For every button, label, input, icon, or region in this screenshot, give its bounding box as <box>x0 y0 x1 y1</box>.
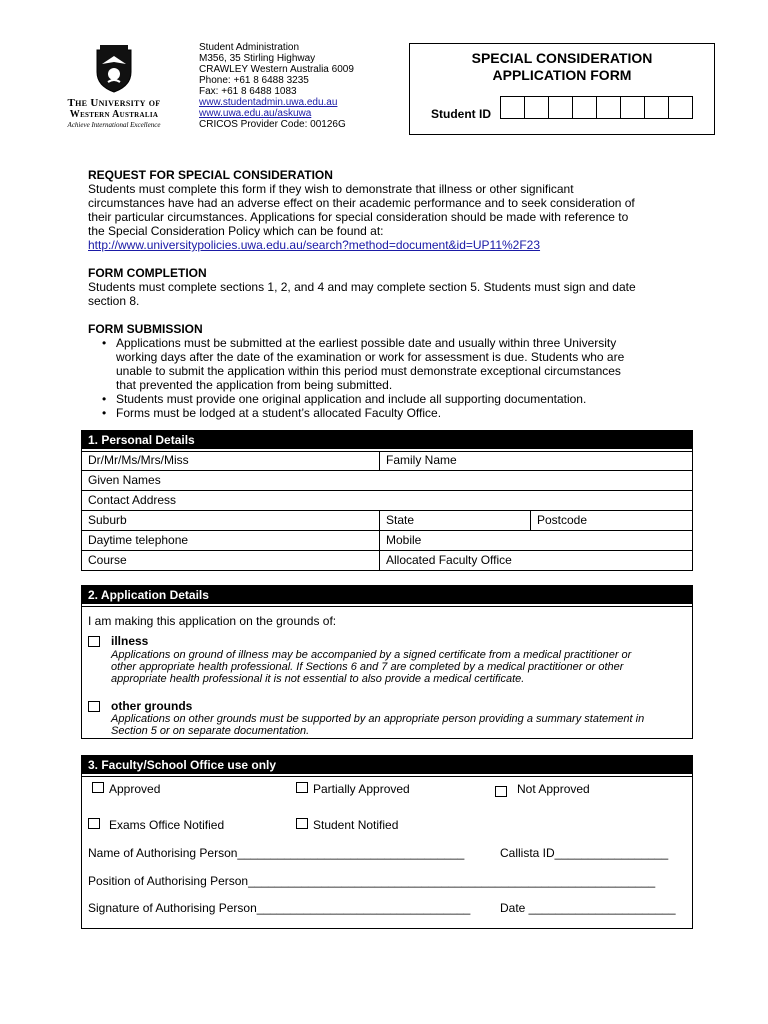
student-id-digit-box[interactable] <box>668 96 693 119</box>
request-text-line: circumstances have had an adverse effect on their academic performance and to seek consideration of <box>88 196 635 210</box>
callista-id-field[interactable]: Callista ID_________________ <box>500 846 669 860</box>
student-id-digit-box[interactable] <box>620 96 645 119</box>
form-title-line2: APPLICATION FORM <box>492 67 632 83</box>
other-grounds-checkbox[interactable] <box>88 701 100 712</box>
cricos-code: CRICOS Provider Code: 00126G <box>199 119 346 130</box>
table-row <box>82 470 692 490</box>
family-name-field[interactable]: Family Name <box>379 451 692 470</box>
office-use-table <box>81 755 693 929</box>
partially-approved-label: Partially Approved <box>313 782 410 796</box>
title-field[interactable]: Dr/Mr/Ms/Mrs/Miss <box>88 453 189 467</box>
form-title-box <box>409 43 715 135</box>
student-notified-checkbox[interactable] <box>296 818 308 829</box>
policy-link[interactable]: http://www.universitypolicies.uwa.edu.au/search?method=document&id=UP11%2F23 <box>88 238 541 252</box>
contact-address-field[interactable]: Contact Address <box>88 493 177 507</box>
mobile-field[interactable]: Mobile <box>379 531 692 550</box>
student-id-digit-box[interactable] <box>548 96 573 119</box>
completion-text-line: section 8. <box>88 294 140 308</box>
illness-label: illness <box>111 634 149 648</box>
submission-heading: FORM SUBMISSION <box>88 322 203 336</box>
not-approved-checkbox[interactable] <box>495 786 507 797</box>
request-text <box>88 182 698 252</box>
university-logo <box>58 42 170 130</box>
given-names-field[interactable]: Given Names <box>88 473 161 487</box>
illness-note <box>111 649 691 685</box>
note-line: other appropriate health professional. If Sections 6 and 7 are completed by a medical practitioner or other <box>111 661 624 673</box>
exams-notified-label: Exams Office Notified <box>109 818 225 832</box>
faculty-office-field[interactable]: Allocated Faculty Office <box>379 551 692 570</box>
student-id-digit-box[interactable] <box>596 96 621 119</box>
other-grounds-note <box>111 713 691 737</box>
personal-details-table <box>81 430 693 571</box>
request-text-line: Students must complete this form if they wish to demonstrate that illness or other significant <box>88 182 574 196</box>
university-name-line1: The University of <box>67 97 161 109</box>
table-row <box>82 451 692 470</box>
bullet-line: that prevented the application from being submitted. <box>116 378 393 392</box>
note-line: Section 5 or on separate documentation. <box>111 725 310 737</box>
grounds-intro: I am making this application on the grounds of: <box>88 614 337 628</box>
request-text-line: the Special Consideration Policy which can be found at: <box>88 224 384 238</box>
bullet-line: working days after the date of the examination or work for assessment is due. Students who are <box>116 350 625 364</box>
submission-bullet: • Forms must be lodged at a student’s allocated Faculty Office. <box>116 406 698 420</box>
office-use-heading: 3. Faculty/School Office use only <box>82 756 692 776</box>
submission-bullet <box>116 336 698 392</box>
partially-approved-checkbox[interactable] <box>296 782 308 793</box>
crest-icon <box>94 42 134 94</box>
note-line: Applications on ground of illness may be accompanied by a signed certificate from a medical practitioner or <box>111 649 632 661</box>
address-line: M356, 35 Stirling Highway <box>199 53 316 64</box>
suburb-field[interactable]: Suburb <box>88 513 127 527</box>
address-line: Student Administration <box>199 42 300 53</box>
student-notified-label: Student Notified <box>313 818 399 832</box>
student-id-boxes <box>500 96 692 119</box>
address-block <box>199 42 354 130</box>
note-line: appropriate health professional it is not essential to also provide a medical certificate. <box>111 673 525 685</box>
other-grounds-label: other grounds <box>111 699 193 713</box>
table-row <box>82 530 692 550</box>
authorising-name-field[interactable]: Name of Authorising Person__________________________________ <box>88 846 465 860</box>
completion-heading: FORM COMPLETION <box>88 266 207 280</box>
bullet-line: • Applications must be submitted at the earliest possible date and usually within three University <box>116 336 617 350</box>
personal-details-heading: 1. Personal Details <box>82 431 692 451</box>
phone-line: Phone: +61 8 6488 3235 <box>199 75 309 86</box>
request-heading: REQUEST FOR SPECIAL CONSIDERATION <box>88 168 333 182</box>
exams-notified-checkbox[interactable] <box>88 818 100 829</box>
daytime-phone-field[interactable]: Daytime telephone <box>88 533 189 547</box>
askuwa-link[interactable]: www.uwa.edu.au/askuwa <box>199 108 312 119</box>
table-row <box>82 550 692 570</box>
illness-checkbox[interactable] <box>88 636 100 647</box>
completion-section <box>88 266 698 308</box>
date-field[interactable]: Date ______________________ <box>500 901 676 915</box>
authorising-signature-field[interactable]: Signature of Authorising Person________________________________ <box>88 901 471 915</box>
table-row <box>82 490 692 510</box>
request-text-line: their particular circumstances. Applications for special consideration should be made with reference to <box>88 210 629 224</box>
university-name-line2: Western Australia <box>69 109 159 120</box>
student-id-digit-box[interactable] <box>644 96 669 119</box>
completion-text <box>88 280 698 308</box>
application-details-table <box>81 585 693 739</box>
approved-checkbox[interactable] <box>92 782 104 793</box>
student-id-digit-box[interactable] <box>524 96 549 119</box>
note-line: Applications on other grounds must be supported by an appropriate person providing a summary statement in <box>111 713 645 725</box>
student-id-digit-box[interactable] <box>500 96 525 119</box>
submission-bullet: • Students must provide one original application and include all supporting documentation. <box>116 392 698 406</box>
request-section <box>88 168 698 252</box>
submission-list <box>88 336 698 420</box>
bullet-line: unable to submit the application within this period must demonstrate exceptional circumstances <box>116 364 621 378</box>
authorising-position-field[interactable]: Position of Authorising Person_____________________________________________________________ <box>88 874 656 888</box>
completion-text-line: Students must complete sections 1, 2, and 4 and may complete section 5. Students must sign and date <box>88 280 636 294</box>
approved-label: Approved <box>109 782 161 796</box>
submission-section <box>88 322 698 420</box>
state-field[interactable]: State <box>379 511 530 530</box>
university-motto: Achieve International Excellence <box>67 121 161 129</box>
not-approved-label: Not Approved <box>517 782 590 796</box>
table-row <box>82 510 692 530</box>
studentadmin-link[interactable]: www.studentadmin.uwa.edu.au <box>199 97 338 108</box>
postcode-field[interactable]: Postcode <box>530 511 692 530</box>
student-id-label: Student ID <box>431 107 491 121</box>
form-title-line1: SPECIAL CONSIDERATION <box>471 50 653 66</box>
fax-line: Fax: +61 8 6488 1083 <box>199 86 297 97</box>
address-line: CRAWLEY Western Australia 6009 <box>199 64 354 75</box>
student-id-digit-box[interactable] <box>572 96 597 119</box>
course-field[interactable]: Course <box>88 553 127 567</box>
application-details-heading: 2. Application Details <box>82 586 692 606</box>
